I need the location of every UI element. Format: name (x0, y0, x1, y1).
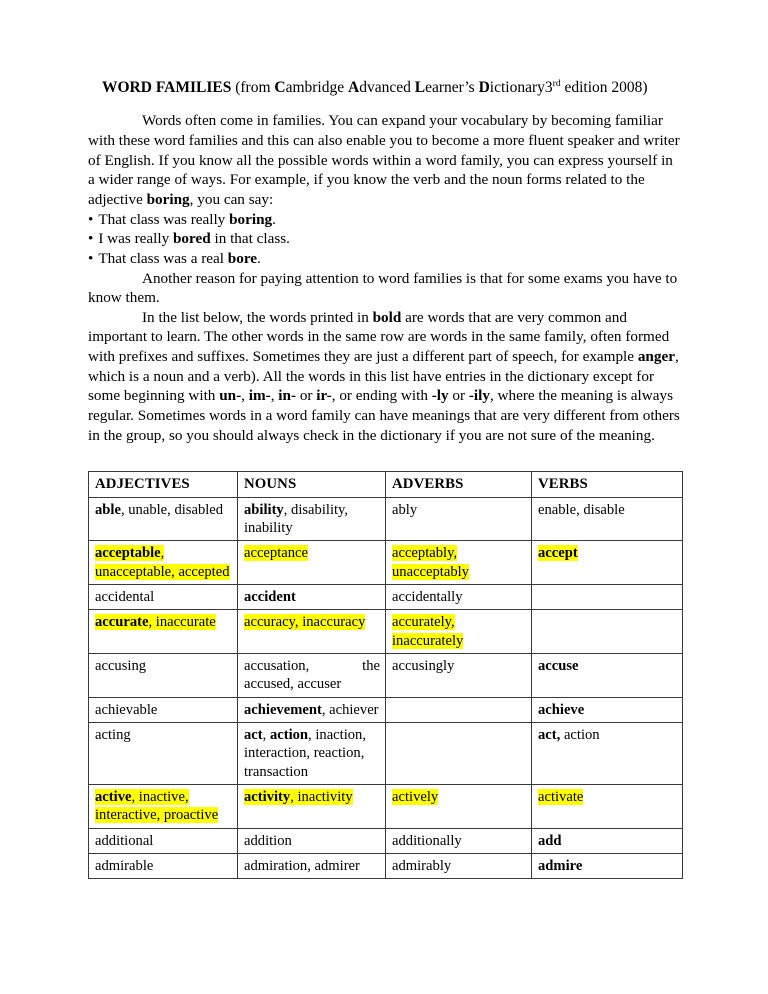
word-normal: accuracy, inaccuracy (244, 614, 366, 631)
title-main: WORD FAMILIES (102, 79, 232, 96)
table-cell-verbs (532, 585, 683, 610)
word-bold: accident (244, 589, 296, 606)
word-normal: acceptably, unacceptably (392, 545, 469, 580)
table-row (89, 697, 683, 722)
p3-bold-bold: bold (372, 308, 402, 326)
bullet-text-post: . (272, 210, 276, 228)
p3-bold-ily: -ily (468, 387, 490, 405)
word-normal: actively (392, 788, 439, 805)
word-normal: achievable (95, 701, 158, 718)
bullet-text-post: . (257, 249, 261, 267)
table-cell-adjectives (89, 784, 238, 828)
word-bold: action (269, 726, 309, 743)
table-cell-adjectives (89, 697, 238, 722)
table-cell-verbs (532, 541, 683, 585)
word-normal: , inactivity (290, 788, 353, 805)
word-bold: ability (244, 501, 284, 518)
bullet-text-pre: That class was a real (98, 249, 228, 267)
p3-a: In the list below, the words printed in (142, 308, 373, 326)
table-cell-adjectives (89, 585, 238, 610)
p3-bold-ly: -ly (431, 387, 449, 405)
table-cell-adjectives (89, 853, 238, 878)
table-cell-adjectives (89, 497, 238, 541)
cell-content (95, 702, 157, 718)
bullet-bold: boring (229, 210, 273, 228)
cell-content (538, 502, 625, 518)
word-normal: ably (392, 501, 418, 518)
table-cell-nouns (238, 610, 386, 654)
word-normal: , unable, disabled (120, 501, 224, 518)
word-normal: , inaction, interaction, reaction, transaction (244, 726, 367, 780)
cell-content (244, 727, 366, 780)
bullet-bold: bored (172, 230, 211, 248)
word-bold: accuse (538, 658, 579, 675)
cell-content (244, 589, 296, 605)
p3-h: or (448, 387, 469, 405)
cell-content (244, 614, 365, 630)
table-body (89, 497, 683, 878)
cell-content (95, 858, 153, 874)
cell-content (95, 658, 146, 674)
title-from: (from (231, 79, 275, 96)
cell-content (392, 833, 462, 849)
cell-content (244, 858, 360, 874)
title-dictionary-name: Cambridge Advanced Learner’s Dictionary (274, 79, 545, 96)
table-cell-nouns (238, 585, 386, 610)
cell-content (538, 833, 562, 849)
table-cell-adjectives (89, 722, 238, 784)
bullet-text-post: in that class. (210, 230, 290, 248)
table-row (89, 722, 683, 784)
cell-content (244, 658, 380, 692)
table-cell-adjectives (89, 541, 238, 585)
word-bold: acceptable (95, 545, 161, 562)
p3-i: , where the meaning is always regular. Sometimes words in a word family can have meanings that are very different from others in the group, so you should always check in the dictionary if you are not sure of the meaning. (88, 387, 680, 444)
word-bold: activity (244, 788, 291, 805)
cell-content (95, 789, 218, 823)
table-cell-adjectives (89, 610, 238, 654)
table-cell-verbs (532, 722, 683, 784)
word-bold: admire (538, 857, 583, 874)
p3-d: , (241, 387, 249, 405)
word-bold: act, (538, 726, 561, 743)
table-cell-nouns (238, 497, 386, 541)
word-normal: admirably (392, 857, 452, 874)
word-normal: , achiever (321, 701, 379, 718)
word-normal: action (560, 726, 600, 743)
table-cell-verbs (532, 610, 683, 654)
word-normal: , inactive, interactive, proactive (95, 788, 219, 824)
table-cell-adjectives (89, 828, 238, 853)
title-edition-suffix: rd (552, 77, 561, 89)
table-spacer (88, 445, 680, 471)
word-normal: , unacceptable, accepted (95, 545, 230, 580)
table-cell-verbs (532, 697, 683, 722)
title-edition-year: edition 2008) (560, 79, 648, 96)
cell-content (95, 502, 223, 518)
word-normal: , disability, inability (244, 501, 349, 537)
column-header-nouns: NOUNS (238, 472, 386, 498)
p3-g: , or ending with (331, 387, 432, 405)
table-cell-adverbs (386, 610, 532, 654)
word-bold: able (95, 501, 121, 518)
cell-content (392, 658, 454, 674)
title-edition-number: 3 (544, 79, 553, 96)
list-item (88, 249, 680, 269)
word-normal: accidentally (392, 589, 463, 606)
table-row (89, 828, 683, 853)
cell-content (95, 833, 153, 849)
table-cell-adjectives (89, 654, 238, 698)
cell-content (392, 614, 463, 648)
p3-b: are words that are very common and important to learn. The other words in the same row are words in the same family, often formed with prefixes and suffixes. Sometimes they are just a different part of speech, for example (88, 308, 670, 366)
cell-content (95, 614, 216, 630)
bullet-text-pre: I was really (98, 230, 173, 248)
word-normal: additionally (392, 832, 462, 849)
table-header-row (89, 472, 683, 498)
table-row (89, 654, 683, 698)
word-bold: accurate (95, 614, 149, 631)
table-cell-nouns (238, 541, 386, 585)
table-row (89, 784, 683, 828)
table-cell-verbs (532, 853, 683, 878)
p3-bold-anger: anger (637, 348, 675, 366)
p3-bold-in: in- (278, 387, 297, 405)
cell-content (244, 702, 379, 718)
p3-bold-ir: ir- (316, 387, 332, 405)
word-normal: accusing (95, 658, 147, 675)
column-header-adjectives: ADJECTIVES (89, 472, 238, 498)
word-normal: accusation, the accused, accuser (244, 658, 380, 693)
word-normal: , (262, 726, 270, 743)
intro-bold-boring: boring (146, 190, 190, 208)
word-normal: acting (95, 726, 131, 743)
word-normal: admiration, admirer (244, 857, 360, 874)
page-title (88, 78, 680, 97)
cell-content (538, 789, 583, 805)
word-normal: admirable (95, 857, 154, 874)
p3-bold-im: im- (248, 387, 271, 405)
cell-content (538, 858, 582, 874)
cell-content (392, 589, 463, 605)
word-normal: accusingly (392, 658, 455, 675)
list-item (88, 229, 680, 249)
word-normal: acceptance (244, 545, 308, 562)
table-row (89, 610, 683, 654)
cell-content (95, 545, 230, 579)
word-families-table (88, 471, 683, 879)
third-paragraph (88, 308, 680, 445)
table-cell-adverbs (386, 722, 532, 784)
table-cell-verbs (532, 497, 683, 541)
cell-content (538, 702, 584, 718)
table-cell-adverbs (386, 541, 532, 585)
word-normal: addition (244, 832, 292, 849)
word-bold: add (538, 832, 562, 849)
second-paragraph: Another reason for paying attention to word families is that for some exams you have to know them. (88, 269, 678, 307)
table-cell-adverbs (386, 828, 532, 853)
table-row (89, 585, 683, 610)
table-cell-nouns (238, 697, 386, 722)
intro-paragraph (88, 111, 680, 209)
table-cell-nouns (238, 722, 386, 784)
word-normal: accidental (95, 589, 155, 606)
column-header-adverbs: ADVERBS (386, 472, 532, 498)
table-row (89, 853, 683, 878)
word-bold: active (95, 788, 132, 805)
cell-content (392, 789, 438, 805)
cell-content (95, 727, 131, 743)
table-row (89, 541, 683, 585)
table-cell-adverbs (386, 853, 532, 878)
cell-content (95, 589, 154, 605)
cell-content (244, 789, 353, 805)
table-cell-verbs (532, 828, 683, 853)
cell-content (538, 727, 600, 743)
word-normal: enable, disable (538, 501, 625, 518)
table-cell-adverbs (386, 784, 532, 828)
cell-content (244, 545, 308, 561)
table-cell-adverbs (386, 497, 532, 541)
word-normal: additional (95, 832, 154, 849)
bullet-bold: bore (227, 249, 258, 267)
table-cell-nouns (238, 853, 386, 878)
column-header-verbs: VERBS (532, 472, 683, 498)
word-bold: accept (538, 545, 578, 562)
example-bullet-list (88, 210, 680, 269)
word-normal: accurately, inaccurately (392, 614, 464, 649)
table-cell-adverbs (386, 654, 532, 698)
list-item (88, 210, 680, 230)
word-bold: act (244, 726, 263, 743)
table-cell-nouns (238, 654, 386, 698)
table-cell-nouns (238, 784, 386, 828)
table-cell-nouns (238, 828, 386, 853)
intro-text-end: , you can say: (189, 190, 274, 208)
p3-e: , (270, 387, 279, 405)
word-normal: , inaccurate (148, 614, 216, 631)
cell-content (244, 502, 348, 536)
cell-content (392, 858, 451, 874)
table-cell-adverbs (386, 585, 532, 610)
table-cell-verbs (532, 784, 683, 828)
intro-text: Words often come in families. You can expand your vocabulary by becoming familiar with these word families and this can also enable you to become a more fluent speaker and writer of English. If you know all the possible words within a word family, you can express yourself in a wider range of ways. For example, if you know the verb and the noun forms related to the adjective (88, 112, 680, 208)
cell-content (538, 658, 579, 674)
table-cell-adverbs (386, 697, 532, 722)
bullet-text-pre: That class was really (98, 210, 230, 228)
p3-f: or (296, 387, 317, 405)
p3-c: , which is a noun and a verb). All the words in this list have entries in the dictionary except for some beginning with (88, 348, 679, 405)
cell-content (244, 833, 292, 849)
table-row (89, 497, 683, 541)
cell-content (392, 545, 469, 579)
word-normal: activate (538, 788, 584, 805)
cell-content (392, 502, 417, 518)
word-bold: achievement (244, 701, 322, 718)
table-cell-verbs (532, 654, 683, 698)
p3-bold-un: un- (219, 387, 242, 405)
word-bold: achieve (538, 701, 585, 718)
cell-content (538, 545, 578, 561)
